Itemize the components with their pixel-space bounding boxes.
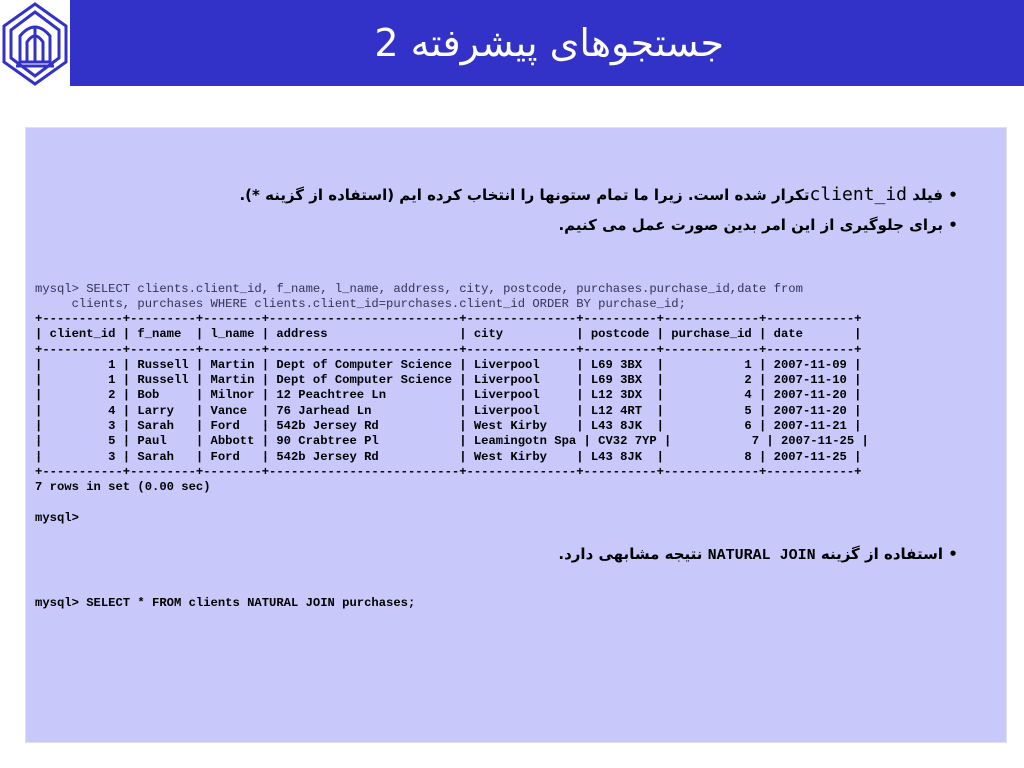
bullet-3-code: NATURAL JOIN bbox=[707, 547, 816, 564]
bullet-1 bbox=[120, 184, 963, 206]
bullet-2 bbox=[120, 214, 963, 236]
slide-title: جستجوهای پیشرفته 2 bbox=[374, 21, 724, 65]
bullet-2-text: برای جلوگیری از این امر بدین صورت عمل می کنیم. bbox=[558, 216, 943, 234]
bullet-3-suffix: نتیجه مشابهی دارد. bbox=[558, 545, 708, 563]
bullet-dot: • bbox=[948, 545, 958, 563]
university-logo-icon bbox=[0, 0, 70, 86]
sql-query-2: mysql> SELECT * FROM clients NATURAL JOIN purchases; bbox=[35, 596, 416, 610]
bullet-1-suffix: تکرار شده است. زیرا ما تمام ستونها را انتخاب کرده ایم (استفاده از گزینه *). bbox=[239, 186, 810, 204]
bullet-dot: • bbox=[948, 186, 958, 204]
query-result-table: +-----------+---------+--------+--------------------------+---------------+----------+-------------+------------+ | client_id | f_name | l_name | address | city | postcode | purchase_id | date | +-----------+---------+--------+--------------------------+---------------+----------+-------------+------------+ | 1 | Russell | Martin | Dept of Computer Science | Liverpool | L69 3BX | 1 | 2007-11-09 | | 1 | Russell | Martin | Dept of Computer Science | Liverpool | L69 3BX | 2 | 2007-11-10 | | 2 | Bob | Milnor | 12 Peachtree Ln | Liverpool | L12 3DX | 4 | 2007-11-20 | | 4 | Larry | Vance | 76 Jarhead Ln | Liverpool | L12 4RT | 5 | 2007-11-20 | | 3 | Sarah | Ford | 542b Jersey Rd | West Kirby | L43 8JK | 6 | 2007-11-21 | | 5 | Paul | Abbott | 90 Crabtree Pl | Leamingotn Spa | CV32 7YP | 7 | 2007-11-25 | | 3 | Sarah | Ford | 542b Jersey Rd | West Kirby | L43 8JK | 8 | 2007-11-25 | +-----------+---------+--------+--------------------------+---------------+----------+-------------+------------+ 7 rows in set (0.00 sec) mysql> bbox=[35, 312, 869, 525]
bullet-dot: • bbox=[948, 216, 958, 234]
bullet-1-code: client_id bbox=[809, 184, 908, 205]
bullet-1-prefix: فیلد bbox=[907, 186, 943, 204]
slide-header bbox=[0, 0, 1024, 86]
bullet-3 bbox=[120, 543, 963, 567]
sql-query-1: mysql> SELECT clients.client_id, f_name, l_name, address, city, postcode, purchases.purchase_id,date from clients, purchases WHERE clients.client_id=purchases.client_id ORDER BY purchase_id; bbox=[35, 282, 803, 312]
bullet-3-prefix: استفاده از گزینه bbox=[815, 545, 943, 563]
